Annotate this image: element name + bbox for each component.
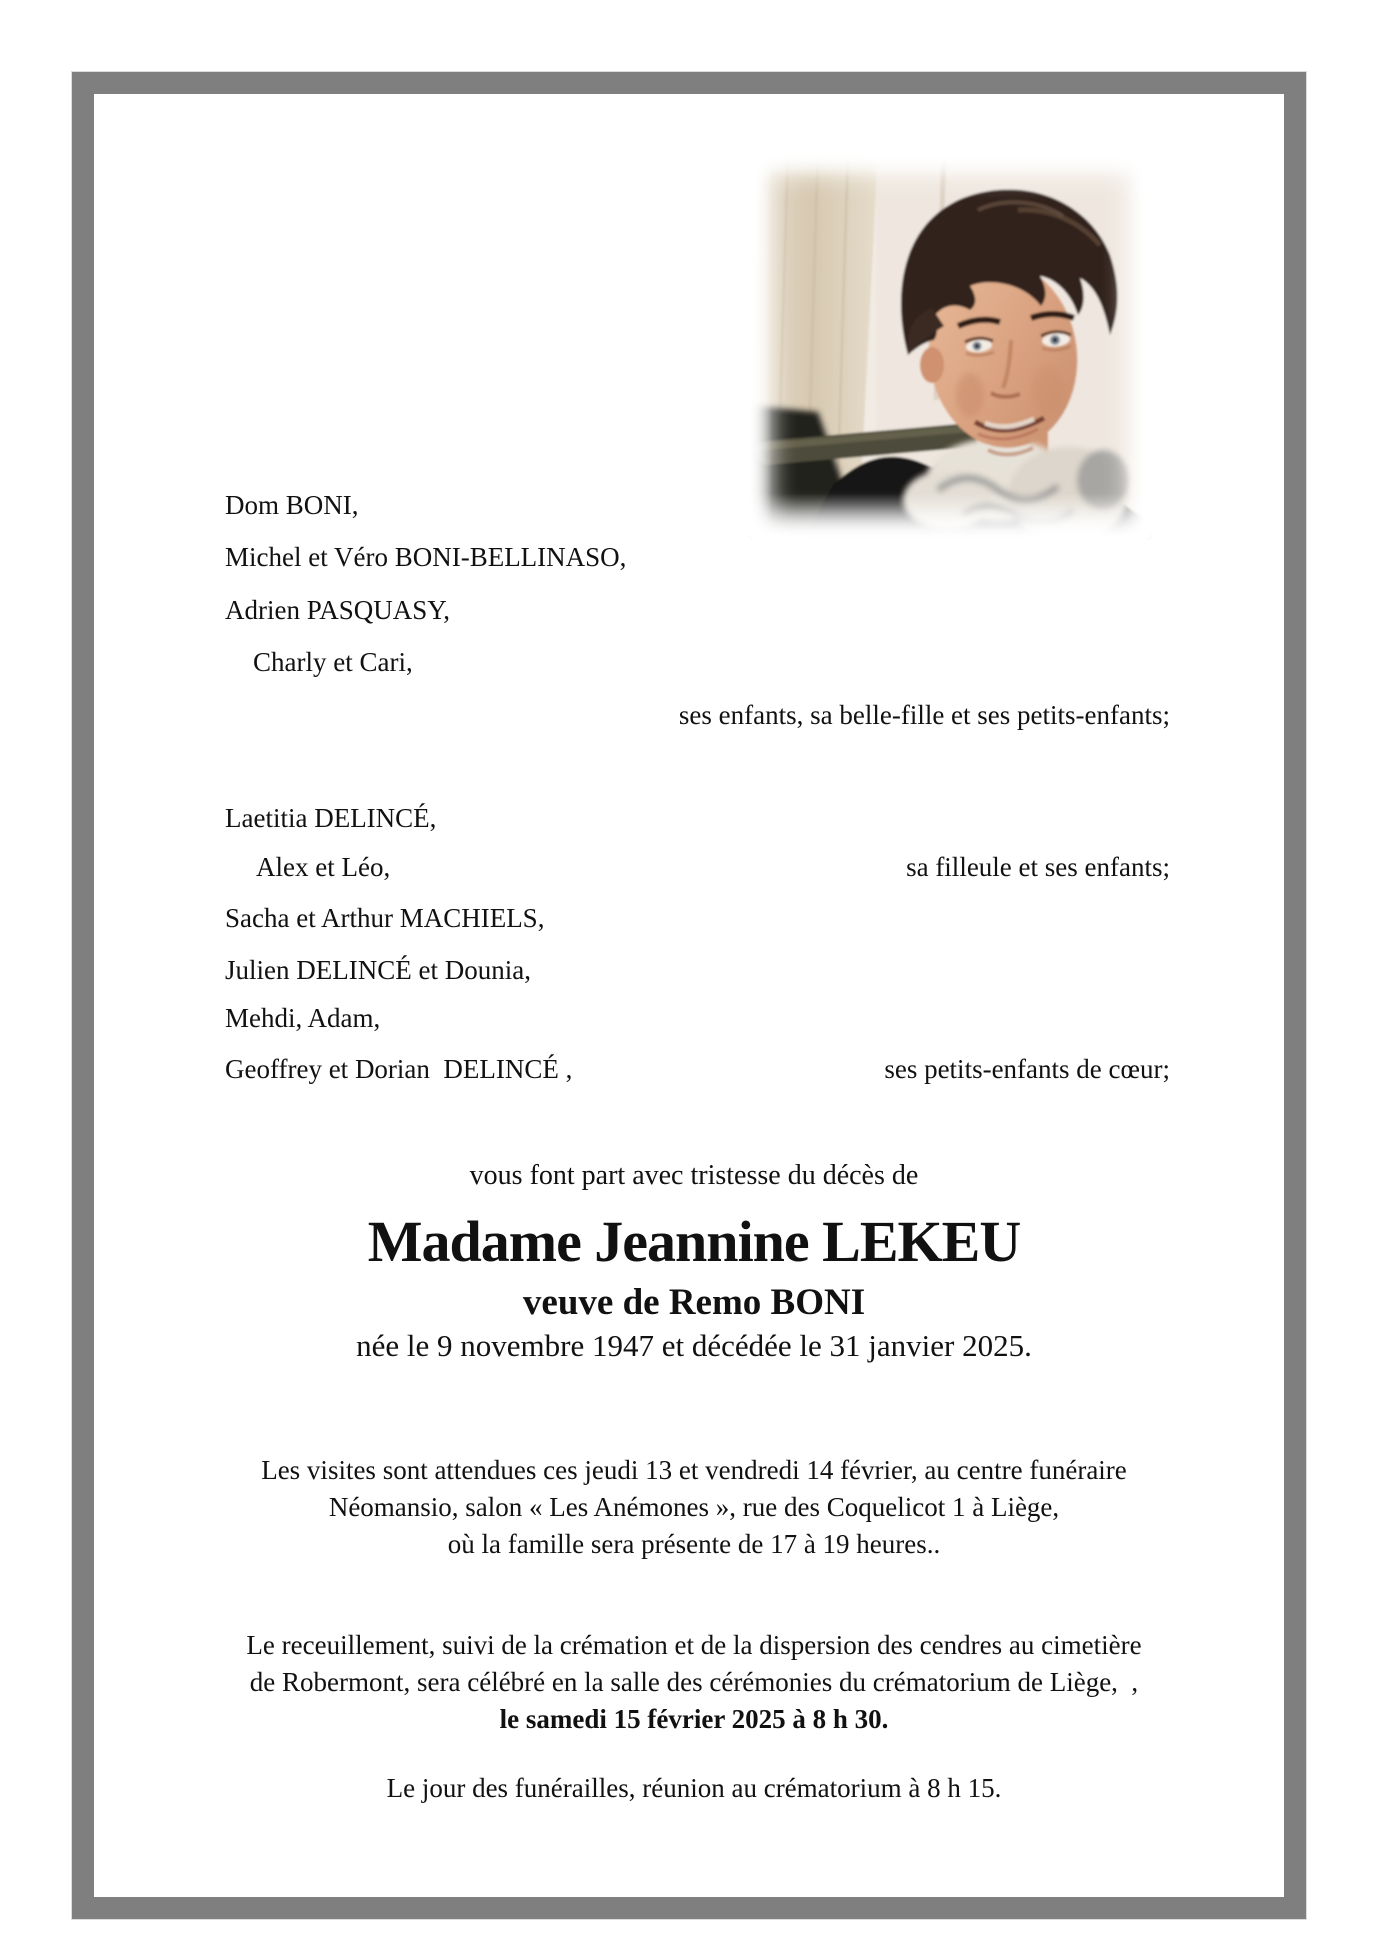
family2-name-3: Sacha et Arthur MACHIELS,: [225, 903, 545, 933]
visits-line-1: Les visites sont attendues ces jeudi 13 et vendredi 14 février, au centre funéraire: [261, 1455, 1127, 1485]
visits-line-3: où la famille sera présente de 17 à 19 heures..: [447, 1529, 941, 1559]
family1-name-4: Charly et Cari,: [253, 647, 413, 677]
family2-name-2: Alex et Léo,: [256, 852, 391, 882]
ceremony-line-2: de Robermont, sera célébré en la salle des cérémonies du crématorium de Liège, ,: [249, 1667, 1139, 1697]
family1-relation: ses enfants, sa belle-fille et ses petits-enfants;: [678, 700, 1170, 730]
birth-death-dates: née le 9 novembre 1947 et décédée le 31 janvier 2025.: [356, 1328, 1032, 1363]
family1-name-2: Michel et Véro BONI-BELLINASO,: [225, 542, 627, 572]
visits-line-2: Néomansio, salon « Les Anémones », rue des Coquelicot 1 à Liège,: [328, 1492, 1060, 1522]
announcement-intro: vous font part avec tristesse du décès de: [469, 1160, 919, 1191]
ceremony-paragraph: [94, 1627, 1294, 1738]
family2-relation-filleule: sa filleule et ses enfants;: [906, 852, 1170, 882]
widow-line: veuve de Remo BONI: [522, 1282, 866, 1323]
family2-name-4: Julien DELINCÉ et Dounia,: [225, 955, 531, 985]
family1-name-1: Dom BONI,: [225, 490, 359, 520]
visits-paragraph: [94, 1452, 1294, 1563]
family2-name-1: Laetitia DELINCÉ,: [225, 803, 437, 833]
portrait-illustration: [748, 150, 1152, 540]
family2-name-6: Geoffrey et Dorian DELINCÉ ,: [225, 1054, 573, 1084]
ceremony-date-bold: le samedi 15 février 2025 à 8 h 30.: [499, 1704, 889, 1734]
family2-name-5: Mehdi, Adam,: [225, 1003, 381, 1033]
deceased-portrait-photo: [748, 150, 1152, 540]
family2-relation-coeur: ses petits-enfants de cœur;: [884, 1054, 1170, 1084]
funeral-meeting-line: Le jour des funérailles, réunion au crématorium à 8 h 15.: [386, 1773, 1002, 1803]
ceremony-line-1: Le receuillement, suivi de la crémation et de la dispersion des cendres au cimetière: [246, 1630, 1142, 1660]
family1-name-3: Adrien PASQUASY,: [225, 595, 451, 625]
deceased-name: Madame Jeannine LEKEU: [367, 1209, 1021, 1274]
